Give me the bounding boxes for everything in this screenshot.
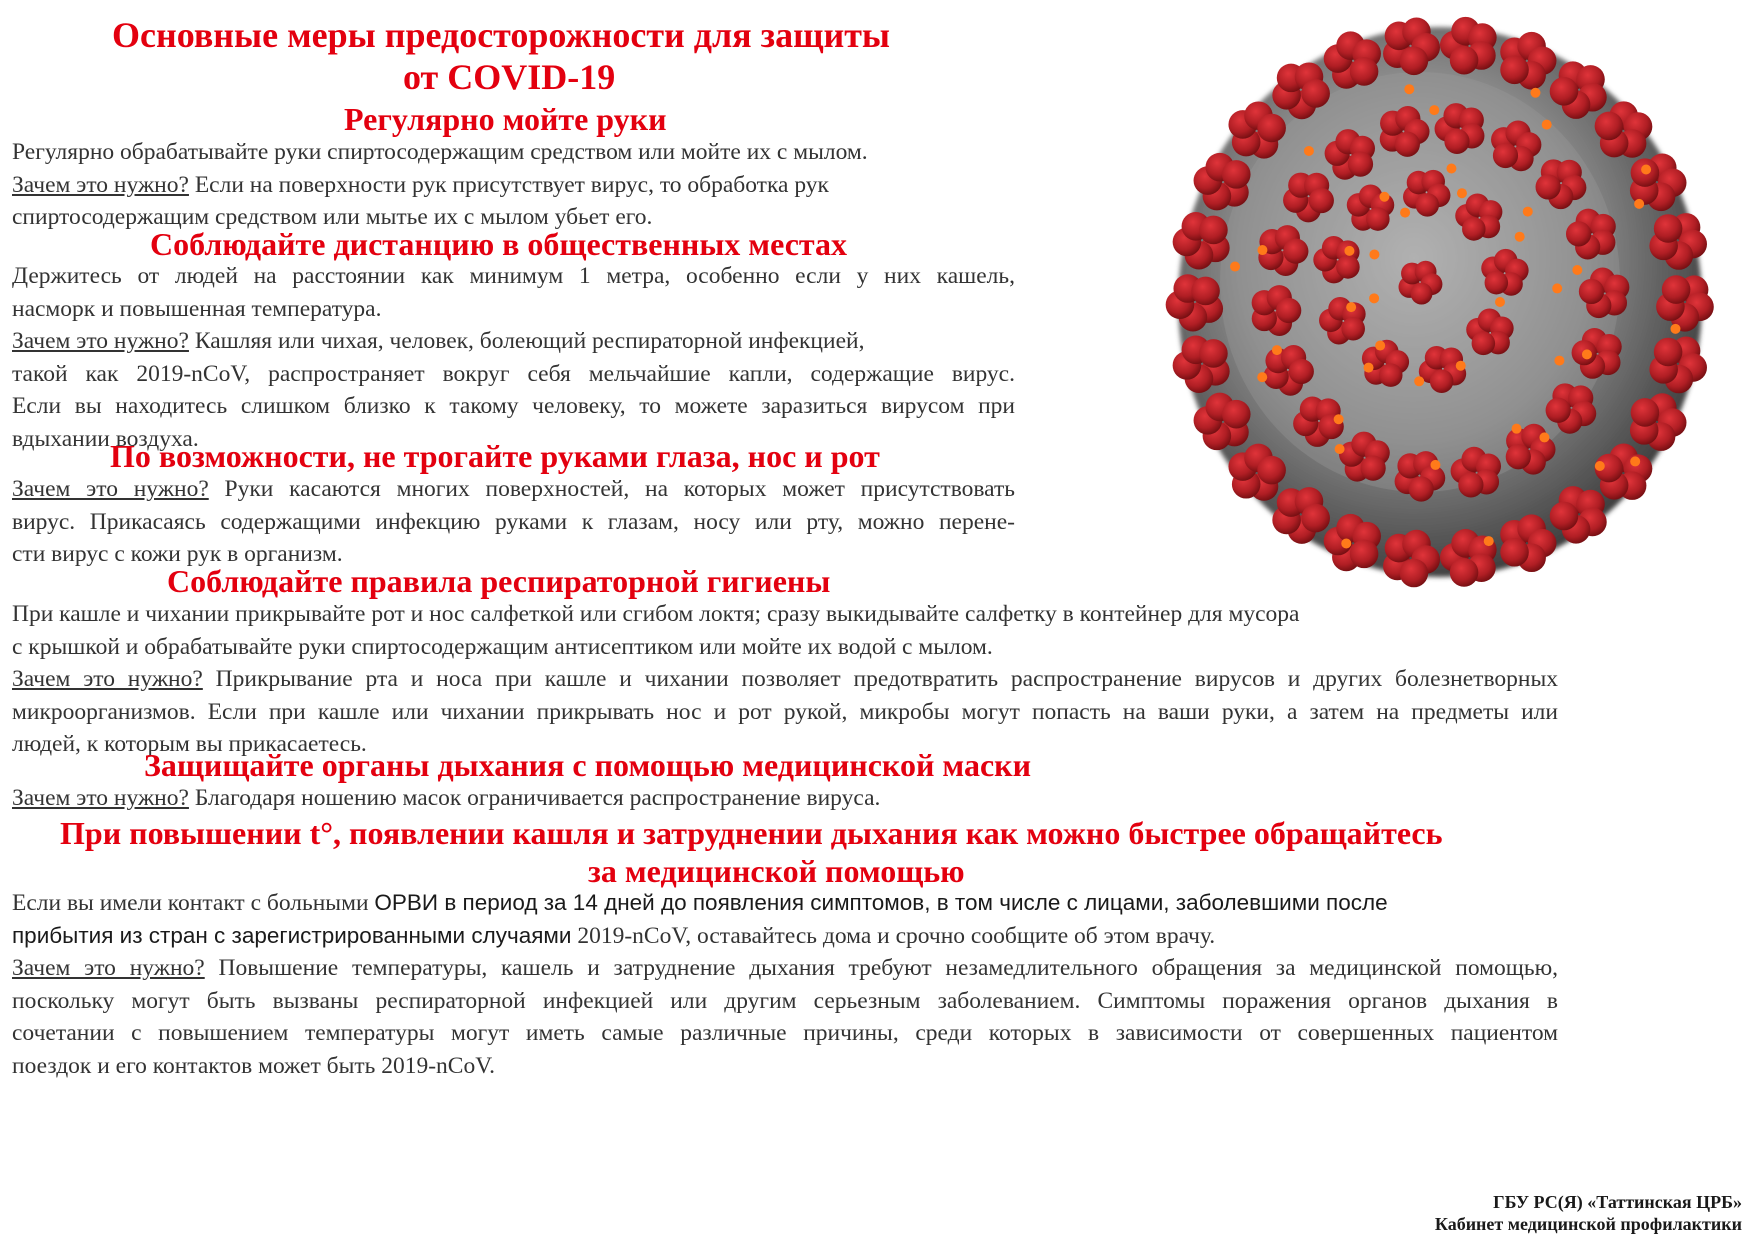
section-text-wash-hands: Регулярно обрабатывайте руки спиртосодержащим средством или мойте их с мылом. Зачем это нужно? Если на поверхности рук присутствует вирус, то обработка рук спиртосодержащим средством или мытье их с мылом убьет его. <box>12 139 868 230</box>
envelope-protein-dot <box>1364 363 1374 373</box>
section-heading-hygiene: Соблюдайте правила респираторной гигиены <box>167 563 831 599</box>
section-heading-seek-help-line2: за медицинской помощью <box>588 853 965 889</box>
envelope-protein-dot <box>1257 372 1267 382</box>
envelope-protein-dot <box>1346 302 1356 312</box>
envelope-protein-dot <box>1495 297 1505 307</box>
envelope-protein-dot <box>1595 461 1605 471</box>
footer-department: Кабинет медицинской профилактики <box>1434 1214 1742 1234</box>
envelope-protein-dot <box>1404 84 1414 94</box>
section-heading-seek-help-line1: При повышении t°, появлении кашля и затруднении дыхания как можно быстрее обращайтесь <box>60 815 1443 851</box>
envelope-protein-dot <box>1457 188 1467 198</box>
envelope-protein-dot <box>1257 245 1267 255</box>
section-heading-wash-hands: Регулярно мойте руки <box>344 101 667 137</box>
section-heading-mask: Защищайте органы дыхания с помощью медицинской маски <box>144 747 1032 783</box>
envelope-protein-dot <box>1530 88 1540 98</box>
envelope-protein-dot <box>1375 341 1385 351</box>
page-title-line2: от COVID-19 <box>403 57 616 97</box>
envelope-protein-dot <box>1539 432 1549 442</box>
envelope-protein-dot <box>1369 293 1379 303</box>
section-heading-no-touch: По возможности, не трогайте руками глаза, нос и рот <box>110 438 880 474</box>
envelope-protein-dot <box>1334 414 1344 424</box>
envelope-protein-dot <box>1272 345 1282 355</box>
section-text-hygiene: При кашле и чихании прикрывайте рот и нос салфеткой или сгибом локтя; сразу выкидывайте салфетку в контейнер для мусора с крышкой и обрабатывайте руки спиртосодержащим антисептиком или мойте их водой с мылом. Зачем это нужно? Прикрывание рта и носа при кашле и чихании позволяет предотвратить распространение вирусов и других болезнетворных микроорганизмов. Если при кашле или чихании прикрывать нос и рот рукой, микробы могут попасть на ваши руки, а затем на предметы или людей, к которым вы прикасаетесь. <box>12 601 1558 757</box>
envelope-protein-dot <box>1542 120 1552 130</box>
envelope-protein-dot <box>1344 246 1354 256</box>
envelope-protein-dot <box>1552 283 1562 293</box>
why-label: Зачем это нужно? <box>12 666 203 692</box>
envelope-protein-dot <box>1641 165 1651 175</box>
envelope-protein-dot <box>1523 207 1533 217</box>
coronavirus-image <box>1150 2 1740 612</box>
section-text-distance: Держитесь от людей на расстоянии как минимум 1 метра, особенно если у них кашель, насморк и повышенная температура. Зачем это нужно? Кашляя или чихая, человек, болеющий респираторной инфекцией, такой как 2019-nCoV, распространяет вокруг себя мельчайшие капли, содержащие вирус. Если вы находитесь слишком близко к такому человеку, то можете заразиться вирусом при вдыхании воздуха. <box>12 263 1015 452</box>
why-label: Зачем это нужно? <box>12 955 205 981</box>
footer-organization: ГБУ РС(Я) «Таттинская ЦРБ» <box>1493 1192 1742 1212</box>
why-label: Зачем это нужно? <box>12 785 189 811</box>
section-text-seek-help: Если вы имели контакт с больными ОРВИ в период за 14 дней до появления симптомов, в том числе с лицами, заболевшими после прибытия из стран с зарегистрированными случаями 2019-nCoV, оставайтесь дома и срочно сообщите об этом врачу. Зачем это нужно? Повышение температуры, кашель и затруднение дыхания требуют незамедлительного обращения за медицинской помощью, поскольку могут быть вызваны респираторной инфекцией или другим серьезным заболеванием. Симптомы поражения органов дыхания в сочетании с повышением температуры могут иметь самые различные причины, среди которых в зависимости от совершенных пациентом поездок и его контактов может быть 2019-nCoV. <box>12 890 1559 1079</box>
envelope-protein-dot <box>1582 349 1592 359</box>
envelope-protein-dot <box>1484 536 1494 546</box>
envelope-protein-dot <box>1414 376 1424 386</box>
envelope-protein-dot <box>1429 105 1439 115</box>
envelope-protein-dot <box>1379 192 1389 202</box>
envelope-protein-dot <box>1515 232 1525 242</box>
section-text-mask: Зачем это нужно? Благодаря ношению масок ограничивается распространение вируса. <box>12 785 881 811</box>
envelope-protein-dot <box>1369 249 1379 259</box>
envelope-protein-dot <box>1430 460 1440 470</box>
section-text-no-touch: Зачем это нужно? Руки касаются многих поверхностей, на которых может присутствовать вирус. Прикасаясь содержащими инфекцию руками к глазам, носу или рту, можно перене- сти вирус с кожи рук в организм. <box>12 476 1015 567</box>
envelope-protein-dot <box>1554 356 1564 366</box>
envelope-protein-dot <box>1456 361 1466 371</box>
why-label: Зачем это нужно? <box>12 476 209 502</box>
envelope-protein-dot <box>1670 324 1680 334</box>
envelope-protein-dot <box>1512 424 1522 434</box>
envelope-protein-dot <box>1304 146 1314 156</box>
envelope-protein-dot <box>1634 199 1644 209</box>
envelope-protein-dot <box>1630 456 1640 466</box>
page-title-line1: Основные меры предосторожности для защиты <box>112 15 891 55</box>
envelope-protein-dot <box>1335 444 1345 454</box>
section-heading-distance: Соблюдайте дистанцию в общественных местах <box>150 226 847 262</box>
envelope-protein-dot <box>1446 163 1456 173</box>
envelope-protein-dot <box>1400 208 1410 218</box>
why-label: Зачем это нужно? <box>12 328 189 354</box>
envelope-protein-dot <box>1341 538 1351 548</box>
envelope-protein-dot <box>1572 265 1582 275</box>
why-label: Зачем это нужно? <box>12 171 189 198</box>
envelope-protein-dot <box>1230 262 1240 272</box>
